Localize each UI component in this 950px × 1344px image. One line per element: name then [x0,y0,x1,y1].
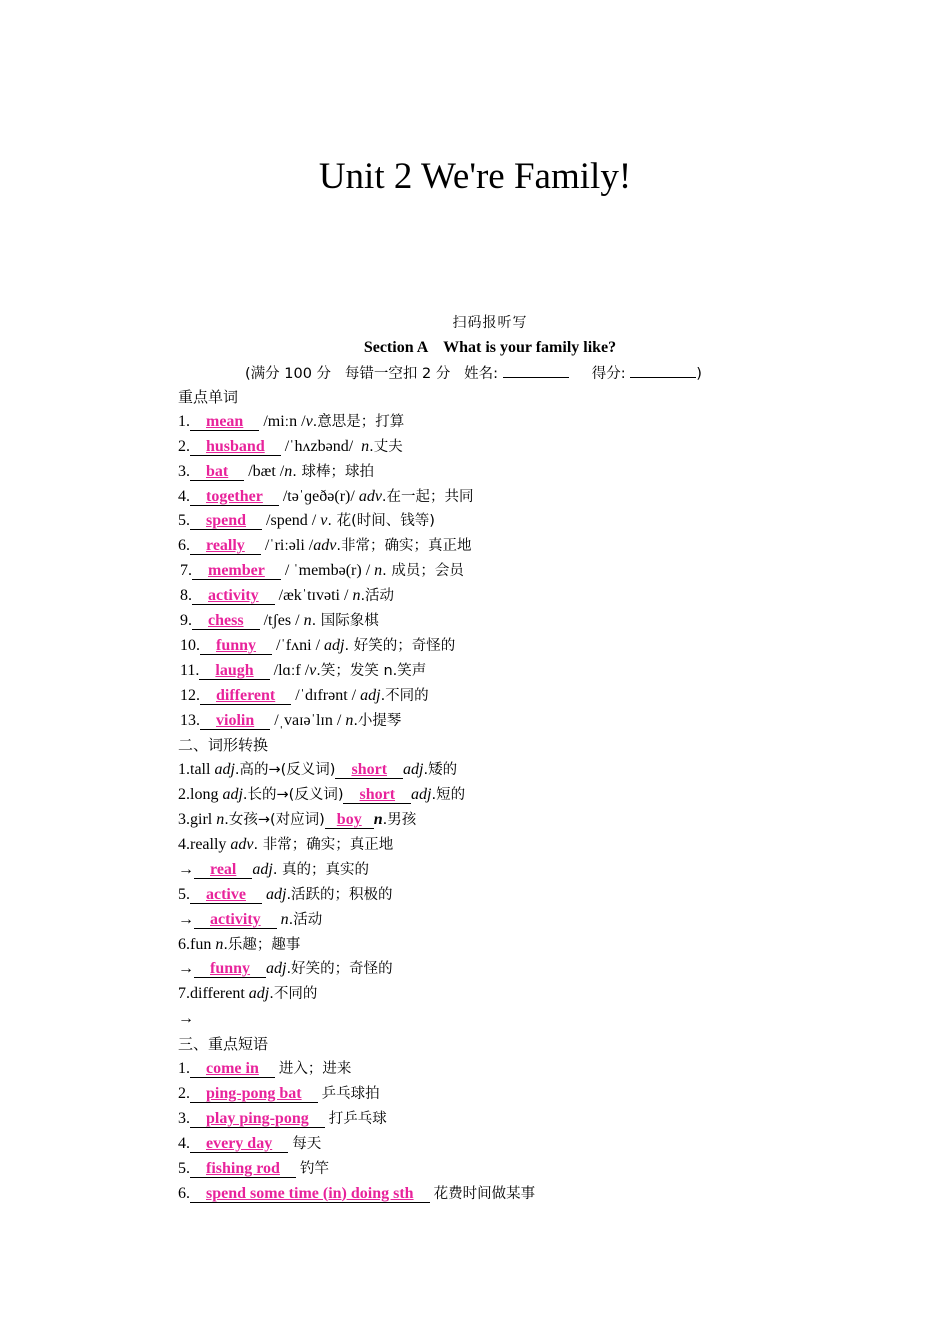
part3-heading: 三、重点短语 [178,1035,269,1054]
item-number: 10. [180,636,200,654]
scan-hint: 扫码报听写 [452,315,528,331]
item-number: 4. [178,1134,190,1152]
part-of-speech: n [352,587,361,605]
part2-heading: 二、词形转换 [178,736,269,755]
transform-line-8: 6.fun n.乐趣；趣事 [178,935,301,953]
meaning: . 国际象棋 [311,613,379,630]
answer-blank[interactable]: fishing rod [190,1160,296,1178]
phonetic: /təˈɡeðə(r)/ [282,487,359,505]
part-of-speech: adj [324,636,345,654]
section-heading: Section A What is your family like? [363,339,617,356]
score-label: 得分: [591,366,626,382]
item-number: 1. [178,1060,190,1078]
answer-blank[interactable]: funny [194,960,266,978]
part-of-speech: adv [358,487,382,505]
vocab-item [178,709,878,734]
phrase-item [178,1157,878,1182]
phonetic: /ˈriːəli / [264,537,314,555]
transform-line-1: 1.tall adj.高的→(反义词) short adj.矮的 [178,761,458,779]
meaning: . 花(时间、钱等) [327,513,435,530]
item-number: 8. [180,587,192,605]
item-number: 13. [180,711,200,729]
meaning: . 成员；会员 [382,563,464,580]
phonetic: /ækˈtɪvəti / [278,587,353,605]
item-number: 5. [178,512,190,530]
answer-blank[interactable]: different [200,687,291,705]
phonetic: /ˈhʌzbənd/ [284,437,362,455]
answer-blank[interactable]: come in [190,1060,275,1078]
transform-line-2: 2.long adj.长的→(反义词) short adj.短的 [178,786,466,804]
part-of-speech: n [284,462,293,480]
answer-blank[interactable]: ping-pong bat [190,1085,318,1103]
phonetic: /ˌvaɪəˈlɪn / [274,711,346,729]
part-of-speech: v [305,412,313,430]
meaning: .活动 [360,588,395,605]
phonetic: /lɑːf / [273,661,310,679]
score-line [245,363,702,384]
item-number: 2. [178,1084,190,1102]
item-number: 7. [180,562,192,580]
vocab-item [178,509,878,534]
answer-blank[interactable]: every day [190,1135,288,1153]
phrase-item [178,1107,878,1132]
answer-blank[interactable]: mean [190,413,259,431]
item-number: 1. [178,412,190,430]
phonetic: /miːn / [263,412,306,430]
page-title: Unit 2 We're Family! [318,156,632,197]
vocab-item [178,460,878,485]
item-number: 12. [180,686,200,704]
worksheet-content [178,385,878,1206]
answer-blank[interactable]: active [190,886,262,904]
transform-line-11: → [178,1010,194,1028]
item-number: 6. [178,1184,190,1202]
answer-blank[interactable]: bat [190,463,244,481]
answer-blank[interactable]: activity [192,587,275,605]
meaning: .小提琴 [353,712,402,729]
part-of-speech: v [320,512,328,530]
item-number: 11. [180,661,200,679]
part-of-speech: n [361,437,370,455]
item-number: 3. [178,1109,190,1127]
phonetic: /ˈfʌni / [276,636,325,654]
phonetic: /ˈdɪfrənt / [295,686,361,704]
item-number: 4. [178,487,190,505]
meaning: .不同的 [380,687,429,704]
phonetic: /spend / [266,512,321,530]
transform-line-9: → funny adj.好笑的；奇怪的 [178,960,393,978]
meaning: .在一起；共同 [381,488,474,505]
answer-blank[interactable]: boy [325,811,374,829]
item-number: 5. [178,1159,190,1177]
answer-blank[interactable]: chess [192,612,260,630]
phrase-item [178,1182,878,1207]
answer-blank[interactable]: funny [200,637,272,655]
vocab-item [178,684,878,709]
transform-line-5: → real adj. 真的；真实的 [178,860,370,878]
transform-line-3: 3.girl n.女孩→(对应词) boy n.男孩 [178,811,417,829]
meaning: . 球棒；球拍 [292,463,374,480]
score-prefix: (满分 100 分 每错一空扣 2 分 姓名: [245,366,499,382]
answer-blank[interactable]: spend some time (in) doing sth [190,1185,430,1203]
part-of-speech: adj [360,686,381,704]
phonetic: /tʃes / [263,612,304,630]
phrase-list [178,1057,878,1206]
answer-blank[interactable]: violin [200,712,270,730]
part-of-speech: n [303,612,312,630]
vocab-item [178,584,878,609]
item-number: 3. [178,462,190,480]
answer-blank[interactable]: short [343,786,411,804]
answer-blank[interactable]: activity [194,911,277,929]
score-blank[interactable] [630,363,696,378]
vocab-item [178,634,878,659]
part-of-speech: n [374,562,383,580]
meaning: .笑；发笑 n.笑声 [316,662,427,679]
answer-blank[interactable]: really [190,537,261,555]
part-of-speech: adv [313,537,337,555]
answer-blank[interactable]: together [190,488,279,506]
answer-blank[interactable]: spend [190,512,262,530]
phrase-item [178,1132,878,1157]
phonetic: /bæt / [248,462,285,480]
meaning: 进入；进来 [278,1061,352,1078]
vocab-item [178,559,878,584]
item-number: 9. [180,612,192,630]
part-of-speech: v [309,661,317,679]
transform-line-4: 4.really adv. 非常；确实；真正地 [178,836,394,854]
name-blank[interactable] [503,363,569,378]
phonetic: / ˈmembə(r) / [284,562,375,580]
transform-line-6: 5. active adj.活跃的；积极的 [178,885,393,903]
phrase-item [178,1057,878,1082]
vocab-item [178,534,878,559]
vocab-list [178,410,878,734]
answer-blank[interactable]: husband [190,438,281,456]
vocab-item [178,659,878,684]
item-number: 6. [178,537,190,555]
answer-blank[interactable]: laugh [199,662,269,680]
answer-blank[interactable]: short [335,761,403,779]
meaning: 花费时间做某事 [433,1185,536,1202]
phrase-item [178,1082,878,1107]
answer-blank[interactable]: play ping-pong [190,1110,325,1128]
vocab-item [178,410,878,435]
item-number: 2. [178,437,190,455]
meaning: . 好笑的；奇怪的 [344,637,456,654]
meaning: 钓竿 [299,1160,329,1177]
meaning: .意思是；打算 [312,413,405,430]
transform-line-7: → activity n.活动 [178,910,323,928]
meaning: .非常；确实；真正地 [336,538,472,555]
part-of-speech: n [345,711,354,729]
meaning: 每天 [292,1135,322,1152]
meaning: 乒乓球拍 [321,1085,380,1102]
answer-blank[interactable]: member [192,562,281,580]
meaning: 打乒乓球 [328,1110,387,1127]
score-suffix: ) [696,366,702,382]
meaning: .丈夫 [369,438,403,455]
vocab-item [178,485,878,510]
part1-heading: 重点单词 [178,388,239,406]
vocab-item [178,609,878,634]
vocab-item [178,435,878,460]
answer-blank[interactable]: real [194,861,252,879]
transform-line-10: 7.different adj.不同的 [178,985,318,1003]
